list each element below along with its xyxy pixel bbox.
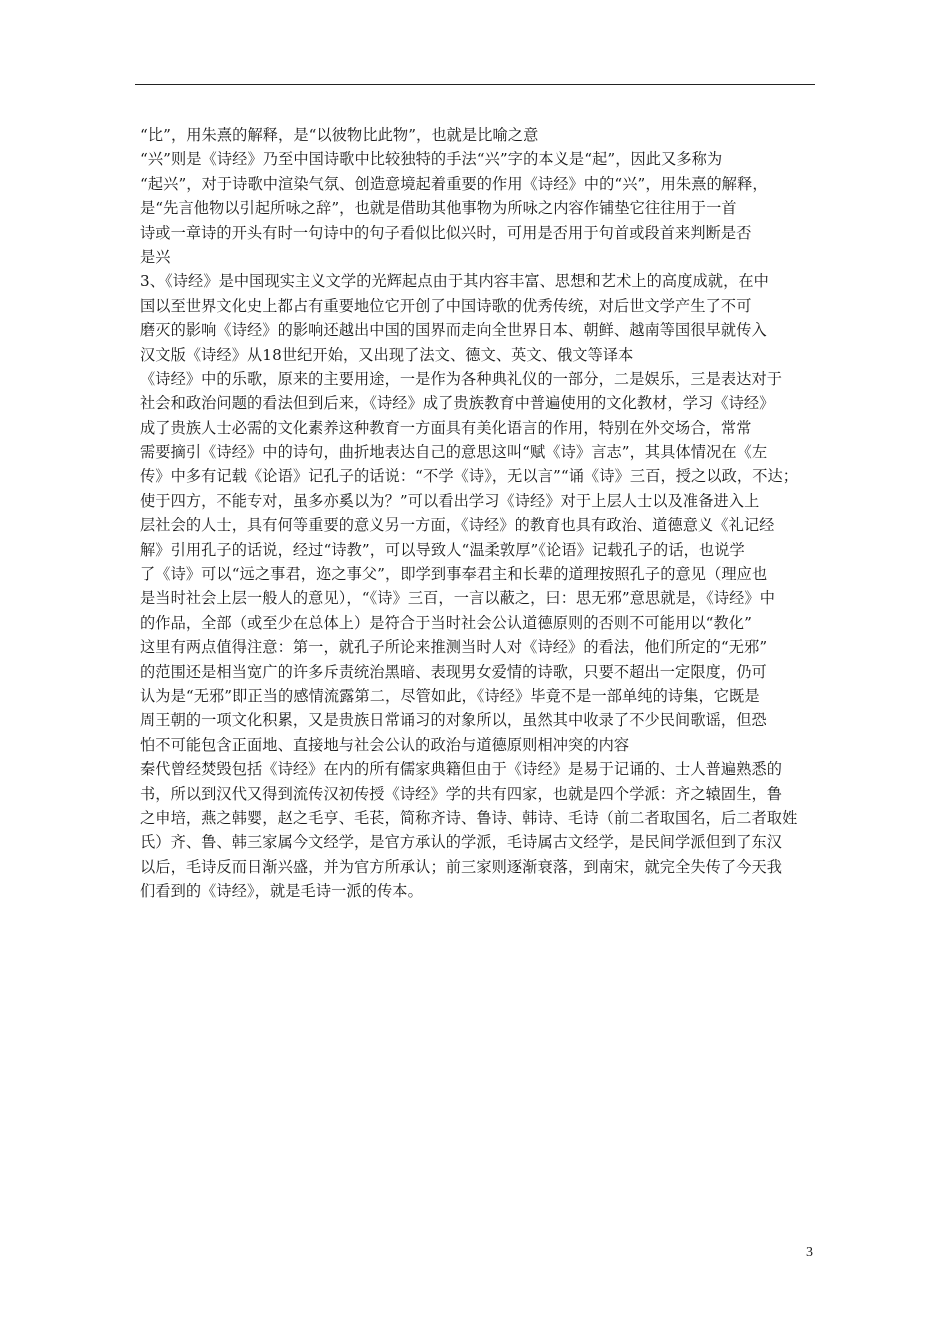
text-line: 的范围还是相当宽广的许多斥责统治黑暗、表现男女爱情的诗歌，只要不超出一定限度，仍可	[140, 662, 767, 681]
text-line: 国以至世界文化史上都占有重要地位它开创了中国诗歌的优秀传统，对后世文学产生了不可	[140, 296, 752, 315]
text-line: 认为是“无邪”即正当的感情流露第二，尽管如此，《诗经》毕竟不是一部单纯的诗集，它既是	[140, 686, 760, 705]
text-line: 氏）齐、鲁、韩三家属今文经学，是官方承认的学派，毛诗属古文经学，是民间学派但到了东汉	[140, 833, 783, 852]
text-line: “兴”则是《诗经》乃至中国诗歌中比较独特的手法“兴”字的本义是“起”，因此又多称为	[140, 150, 723, 169]
text-line: 周王朝的一项文化积累，又是贵族日常诵习的对象所以，虽然其中收录了不少民间歌谣，但恐	[140, 711, 767, 730]
page-number: 3	[806, 1245, 813, 1260]
text-line: 以后，毛诗反而日渐兴盛，并为官方所承认；前三家则逐渐衰落，到南宋，就完全失传了今天我	[140, 857, 783, 876]
text-line: 们看到的《诗经》，就是毛诗一派的传本。	[140, 882, 423, 901]
text-line: “比”，用朱熹的解释，是“以彼物比此物”，也就是比喻之意	[140, 126, 539, 144]
text-line: “起兴”，对于诗歌中渲染气氛、创造意境起着重要的作用《诗经》中的“兴”，用朱熹的解释，	[140, 174, 768, 193]
text-line: 了《诗》可以“远之事君，迩之事父”，即学到事奉君主和长辈的道理按照孔子的意见（理应也	[140, 565, 768, 584]
text-line: 的作品，全部（或至少在总体上）是符合于当时社会公认道德原则的否则不可能用以“教化”	[140, 613, 752, 632]
text-line: 成了贵族人士必需的文化素养这种教育一方面具有美化语言的作用，特别在外交场合，常常	[140, 418, 752, 437]
text-line: 是当时社会上层一般人的意见），“《诗》三百，一言以蔽之，曰：思无邪”意思就是，《诗经》中	[140, 589, 776, 608]
text-line: 怕不可能包含正面地、直接地与社会公认的政治与道德原则相冲突的内容	[140, 735, 630, 754]
text-line: 层社会的人士，具有何等重要的意义另一方面，《诗经》的教育也具有政治、道德意义《礼记经	[140, 516, 775, 535]
text-line: 书，所以到汉代又得到流传汉初传授《诗经》学的共有四家，也就是四个学派：齐之辕固生，鲁	[140, 784, 783, 803]
text-line: 磨灭的影响《诗经》的影响还越出中国的国界而走向全世界日本、朝鲜、越南等国很早就传入	[140, 321, 767, 340]
text-line: 之申培，燕之韩婴，赵之毛亨、毛苌，简称齐诗、鲁诗、韩诗、毛诗（前二者取国名，后二者取姓	[140, 808, 798, 827]
text-line: 是“先言他物以引起所咏之辞”，也就是借助其他事物为所咏之内容作铺垫它往往用于一首	[140, 199, 737, 218]
text-line: 3、《诗经》是中国现实主义文学的光辉起点由于其内容丰富、思想和艺术上的高度成就，在中	[140, 272, 769, 291]
body-text	[140, 123, 820, 904]
text-line: 解》引用孔子的话说，经过“诗教”，可以导致人“温柔敦厚”《论语》记载孔子的话，也说学	[140, 540, 745, 559]
text-line: 诗或一章诗的开头有时一句诗中的句子看似比似兴时，可用是否用于句首或段首来判断是否	[140, 223, 752, 242]
text-line: 传》中多有记载《论语》记孔子的话说：“不学《诗》，无以言”“诵《诗》三百，授之以政，不达；	[140, 467, 799, 486]
text-line: 使于四方，不能专对，虽多亦奚以为？”可以看出学习《诗经》对于上层人士以及准备进入上	[140, 491, 760, 510]
text-line: 这里有两点值得注意：第一，就孔子所论来推测当时人对《诗经》的看法，他们所定的“无邪”	[140, 638, 768, 657]
text-line: 是兴	[140, 247, 171, 266]
text-line: 需要摘引《诗经》中的诗句，曲折地表达自己的意思这叫“赋《诗》言志”，其具体情况在《左	[140, 443, 768, 462]
header-rule	[135, 84, 815, 85]
text-line: 社会和政治问题的看法但到后来，《诗经》成了贵族教育中普遍使用的文化教材，学习《诗经》	[140, 394, 775, 413]
text-line: 秦代曾经焚毁包括《诗经》在内的所有儒家典籍但由于《诗经》是易于记诵的、士人普遍熟悉的	[140, 760, 783, 779]
text-line: 《诗经》中的乐歌，原来的主要用途，一是作为各种典礼仪的一部分，二是娱乐，三是表达对于	[140, 369, 783, 388]
text-line: 汉文版《诗经》从18世纪开始，又出现了法文、德文、英文、俄文等译本	[140, 345, 634, 364]
